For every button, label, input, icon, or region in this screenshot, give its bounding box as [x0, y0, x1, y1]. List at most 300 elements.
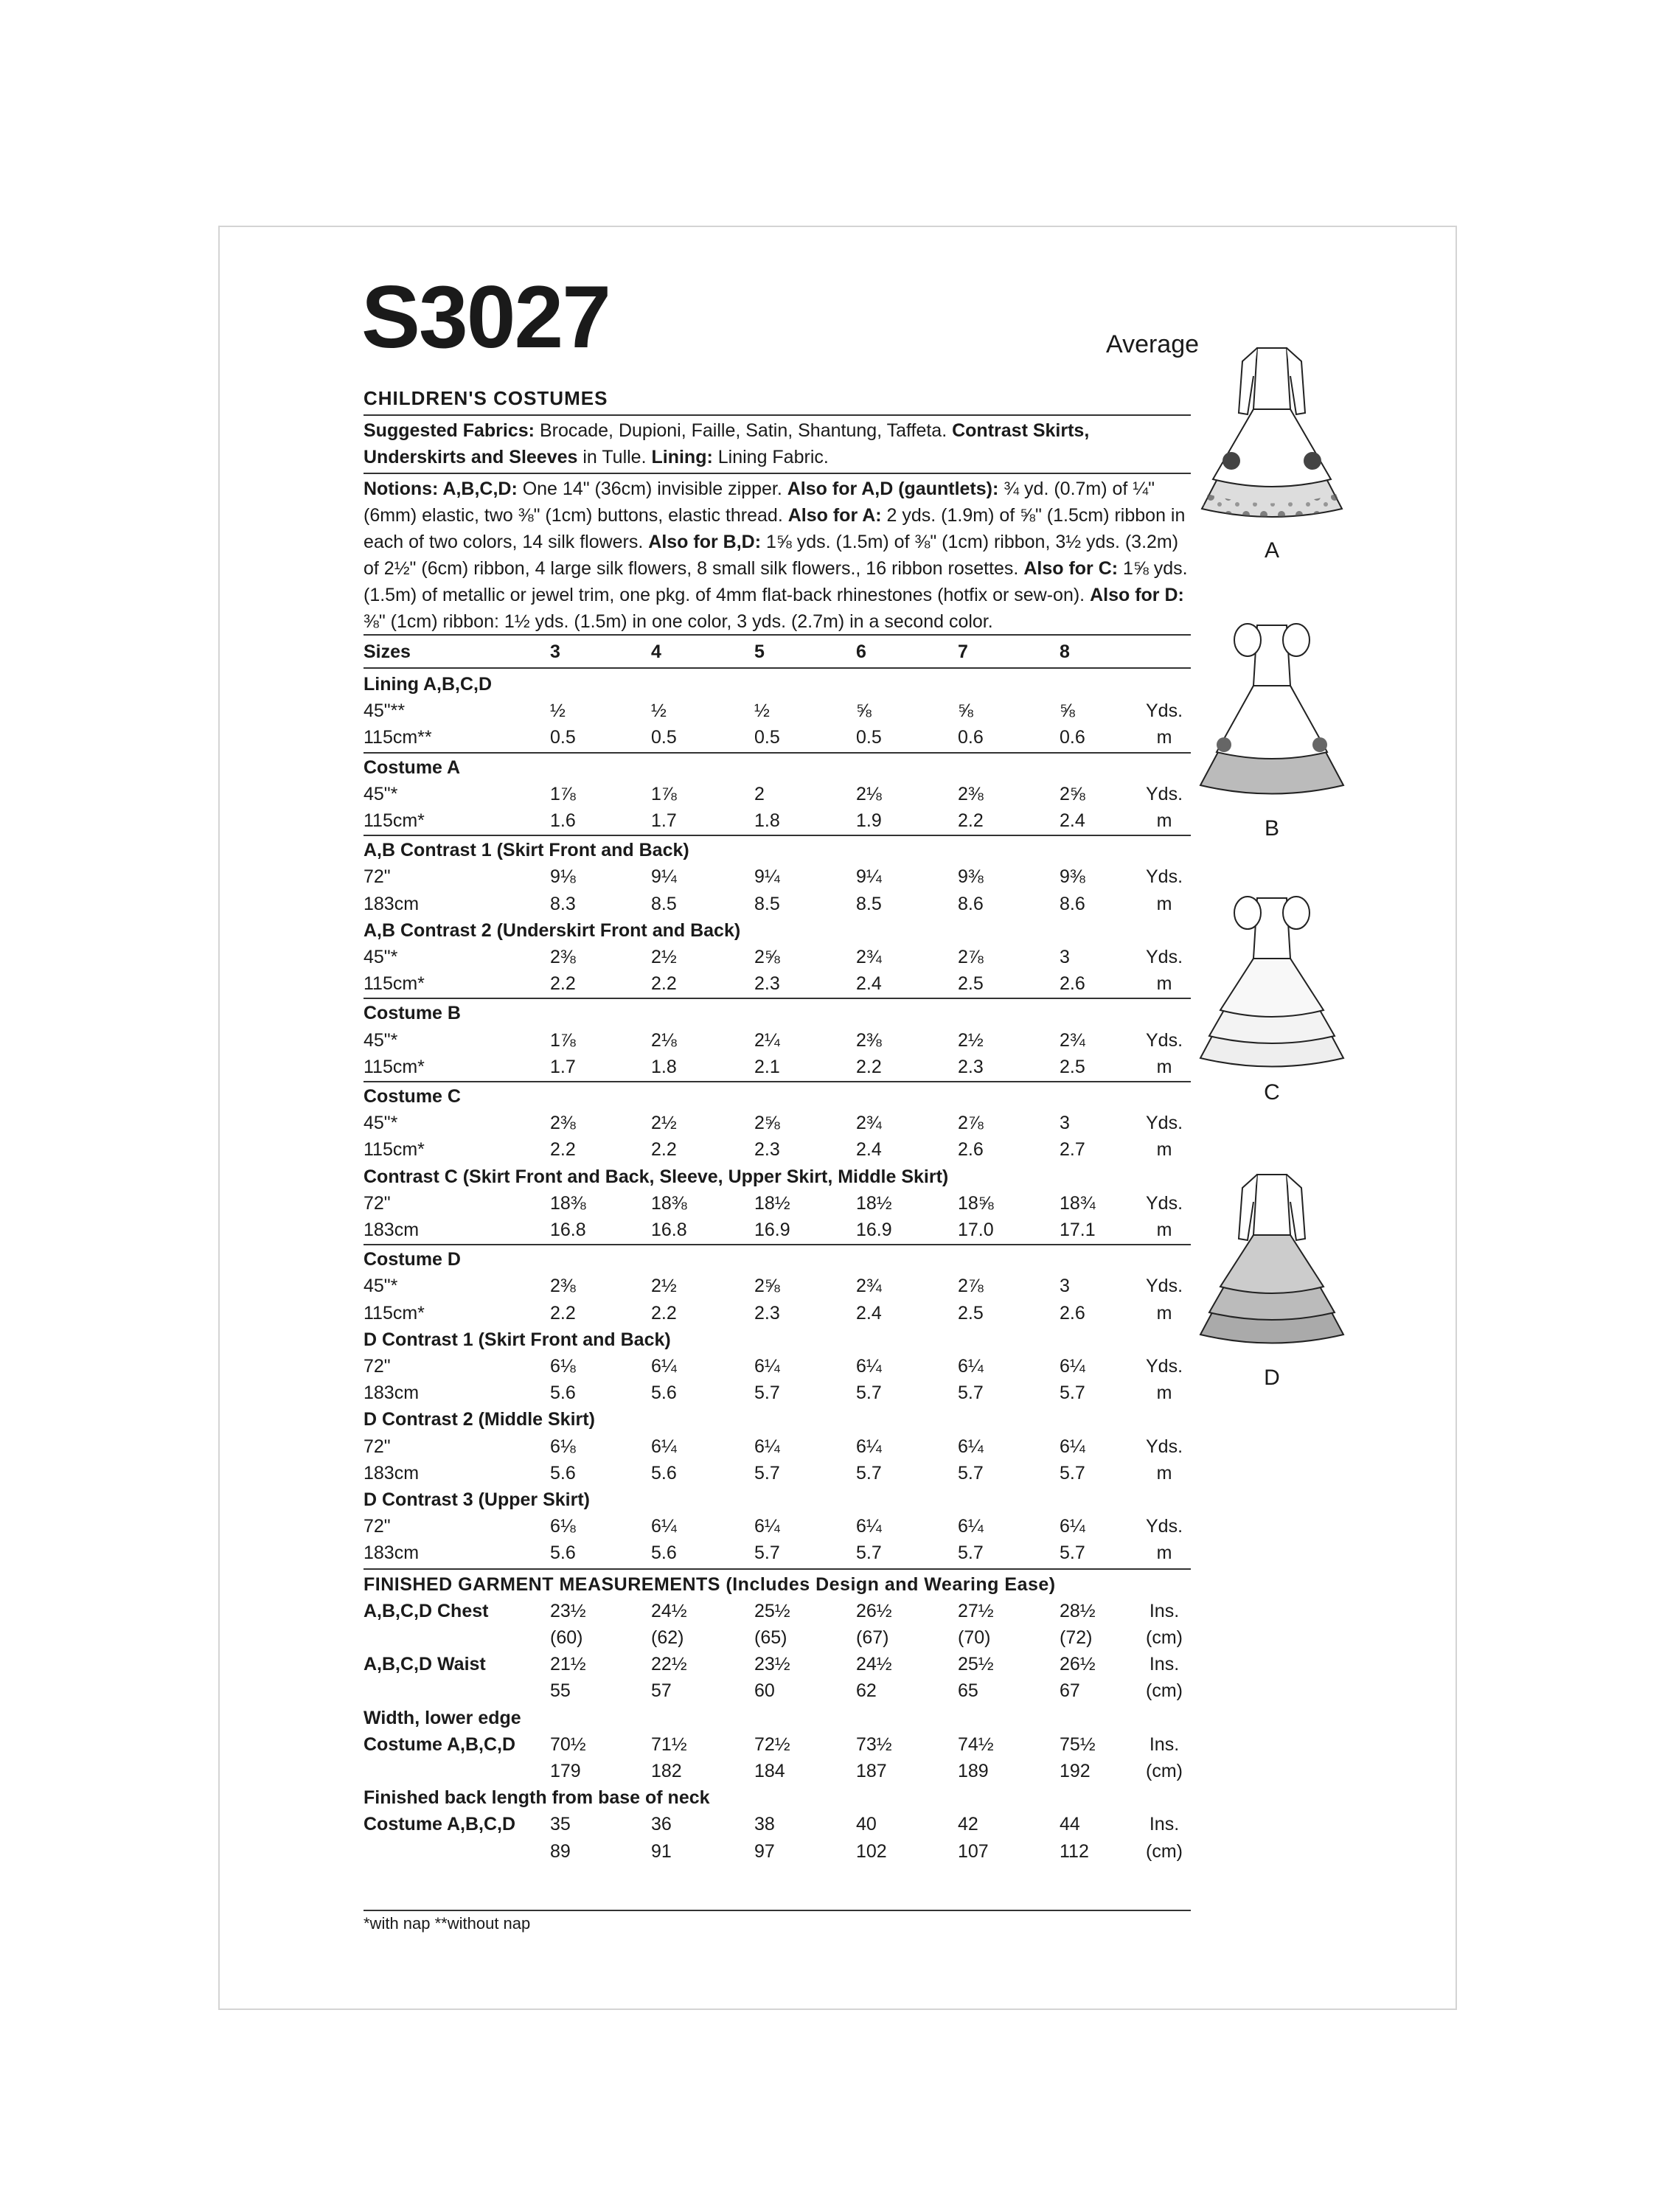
divider: [364, 835, 1191, 836]
measurement-row: [364, 1811, 1191, 1837]
group-heading-text: A,B Contrast 1 (Skirt Front and Back): [364, 840, 689, 861]
measurement-label: Finished back length from base of neck: [364, 1787, 710, 1809]
measurement-value: (67): [856, 1627, 889, 1648]
yardage-value: 1.7: [651, 810, 677, 831]
notions-paragraph: [364, 476, 1191, 635]
yardage-value: 5.6: [651, 1543, 677, 1564]
yardage-value: 2.6: [958, 1139, 984, 1161]
fabric-width-label: 72": [364, 1436, 391, 1457]
yardage-row: [364, 1217, 1191, 1243]
measurement-value: 38: [754, 1814, 775, 1835]
size-value: 3: [550, 641, 560, 662]
fabric-width-label: 115cm*: [364, 1139, 425, 1161]
yardage-value: 2.3: [754, 973, 780, 995]
measurement-value: 112: [1060, 1840, 1089, 1862]
yardage-value: 9⅜: [958, 866, 984, 888]
yardage-value: 18⅜: [550, 1192, 586, 1214]
contrast-label: Contrast Skirts, Underskirts and Sleeves: [364, 420, 1090, 467]
yardage-value: 2.2: [651, 973, 677, 995]
measurement-value: 36: [651, 1814, 672, 1835]
yardage-value: 6⅛: [550, 1356, 576, 1377]
fabric-width-label: 183cm: [364, 1220, 420, 1240]
notions-text: One 14" (36cm) invisible zipper.: [517, 479, 787, 499]
fabric-width-label: 45"*: [364, 947, 398, 967]
yardage-value: 6¼: [958, 1356, 984, 1377]
yardage-group-heading: [364, 754, 1191, 781]
yardage-value: 3: [1060, 1276, 1070, 1297]
measurement-value: 97: [754, 1840, 775, 1862]
yardage-value: 5.7: [754, 1543, 780, 1564]
yardage-value: 0.5: [651, 727, 677, 748]
yardage-value: 17.1: [1060, 1220, 1096, 1240]
yardage-value: 8.5: [651, 893, 677, 914]
yardage-value: 2½: [651, 947, 677, 967]
fabric-width-label: 72": [364, 1192, 391, 1214]
yardage-value: ⅝: [958, 700, 973, 722]
measurement-value: 55: [550, 1680, 571, 1702]
notions-text: 1⅝ yds. (1.5m) of ⅜" (1cm) ribbon, 3½ yds. (3.2m) of 2½" (6cm) ribbon, 4 large silk flowers, 8 small silk flowers., 16 ribbon rosettes.: [364, 532, 1179, 579]
size-value: 8: [1060, 641, 1070, 662]
yardage-value: 2.3: [958, 1056, 984, 1077]
yardage-group-heading: [364, 1164, 1191, 1190]
unit-label: Yds.: [1145, 1276, 1183, 1297]
yardage-value: 6¼: [856, 1516, 882, 1537]
yardage-value: 2.7: [1060, 1139, 1085, 1161]
unit-label: Yds.: [1145, 1113, 1183, 1134]
size-value: 6: [856, 641, 866, 662]
yardage-row: [364, 781, 1191, 807]
yardage-value: 0.5: [550, 727, 576, 748]
yardage-value: 2⅝: [754, 947, 780, 967]
sizes-row: [364, 639, 1191, 665]
yardage-row: [364, 1460, 1191, 1486]
yardage-value: 1⅞: [550, 1029, 576, 1051]
measurement-value: 44: [1060, 1814, 1080, 1835]
fabric-width-label: 183cm: [364, 1462, 420, 1484]
group-heading-text: Contrast C (Skirt Front and Back, Sleeve, Upper Skirt, Middle Skirt): [364, 1166, 949, 1187]
yardage-group-heading: [364, 1246, 1191, 1273]
yardage-value: 2.2: [651, 1302, 677, 1324]
measurement-value: 67: [1060, 1680, 1080, 1702]
yardage-value: 1⅞: [550, 783, 576, 804]
measurement-value: 60: [754, 1680, 775, 1702]
yardage-value: 2: [754, 783, 765, 804]
measurement-value: 184: [754, 1761, 785, 1781]
measurement-row: [364, 1677, 1191, 1704]
yardage-value: 2.2: [856, 1056, 882, 1077]
divider: [364, 1081, 1191, 1082]
unit-label: (cm): [1146, 1680, 1183, 1702]
yardage-value: 18½: [754, 1192, 790, 1214]
yardage-value: 9¼: [754, 866, 780, 888]
yardage-value: 6⅛: [550, 1516, 576, 1537]
fabric-width-label: 45"**: [364, 700, 406, 722]
yardage-value: ½: [754, 700, 770, 722]
measurement-label: Costume A,B,C,D: [364, 1814, 516, 1835]
unit-label: m: [1156, 1462, 1172, 1484]
yardage-value: 8.5: [754, 893, 780, 914]
notions-text: ⅜" (1cm) ribbon: 1½ yds. (1.5m) in one color, 3 yds. (2.7m) in a second color.: [364, 611, 993, 632]
measurement-value: 24½: [856, 1654, 892, 1675]
yardage-value: 9⅛: [550, 866, 576, 888]
gown-a-illustration: [1187, 332, 1357, 524]
unit-label: m: [1156, 727, 1172, 748]
unit-label: Yds.: [1145, 700, 1183, 722]
yardage-value: 9¼: [651, 866, 677, 888]
yardage-value: 5.7: [856, 1462, 882, 1484]
yardage-value: 5.7: [754, 1382, 780, 1404]
yardage-group-heading: [364, 917, 1191, 944]
measurement-value: 28½: [1060, 1600, 1096, 1621]
yardage-value: 2.1: [754, 1056, 780, 1077]
measurement-value: 192: [1060, 1761, 1091, 1781]
yardage-value: 6¼: [651, 1436, 677, 1457]
pattern-number: S3027: [361, 268, 610, 366]
yardage-value: 2⅜: [958, 783, 984, 804]
measurements-note: (Includes Design and Wearing Ease): [720, 1573, 1056, 1595]
measurement-value: 189: [958, 1761, 989, 1781]
yardage-value: 2⅛: [856, 783, 882, 804]
measurement-value: 182: [651, 1761, 682, 1781]
fabric-width-label: 45"*: [364, 1029, 398, 1051]
measurements-heading-text: [364, 1571, 1056, 1598]
unit-label: Ins.: [1149, 1814, 1180, 1835]
yardage-value: 2.6: [1060, 973, 1085, 995]
measurement-value: 26½: [1060, 1654, 1096, 1675]
yardage-value: 5.6: [550, 1462, 576, 1484]
yardage-value: 2¾: [1060, 1029, 1085, 1051]
unit-label: Yds.: [1145, 783, 1183, 804]
measurement-value: 72½: [754, 1733, 790, 1755]
fabric-width-label: 72": [364, 1356, 391, 1377]
yardage-value: 2.4: [856, 973, 882, 995]
yardage-value: 2⅝: [1060, 783, 1085, 804]
yardage-value: ⅝: [856, 700, 872, 722]
divider: [364, 1910, 1191, 1911]
yardage-value: 8.3: [550, 893, 576, 914]
measurement-value: 91: [651, 1840, 672, 1862]
measurement-label: A,B,C,D Waist: [364, 1654, 486, 1675]
measurement-value: 62: [856, 1680, 877, 1702]
yardage-value: 16.9: [754, 1220, 790, 1240]
yardage-value: 6¼: [754, 1436, 780, 1457]
yardage-row: [364, 1300, 1191, 1326]
yardage-value: 18⅝: [958, 1192, 994, 1214]
measurement-row: [364, 1651, 1191, 1677]
yardage-group-heading: [364, 1000, 1191, 1026]
measurement-value: (60): [550, 1627, 583, 1648]
measurement-value: 71½: [651, 1733, 687, 1755]
measurement-value: 23½: [550, 1600, 586, 1621]
yardage-row: [364, 724, 1191, 751]
yardage-group-heading: [364, 837, 1191, 863]
yardage-value: 18½: [856, 1192, 892, 1214]
yardage-row: [364, 1273, 1191, 1299]
yardage-group-heading: [364, 671, 1191, 698]
yardage-row: [364, 698, 1191, 724]
yardage-value: 1.8: [754, 810, 780, 831]
divider: [364, 473, 1191, 474]
yardage-value: 2½: [651, 1276, 677, 1297]
size-value: 5: [754, 641, 765, 662]
yardage-value: 6¼: [651, 1356, 677, 1377]
fabric-width-label: 183cm: [364, 1382, 420, 1404]
measurement-value: 70½: [550, 1733, 586, 1755]
yardage-value: 2¾: [856, 947, 882, 967]
contrast-text: in Tulle.: [577, 447, 652, 467]
measurement-value: 25½: [958, 1654, 994, 1675]
view-letter: D: [1264, 1366, 1280, 1390]
yardage-row: [364, 1353, 1191, 1380]
notions-bd-label: Also for B,D:: [648, 532, 762, 552]
yardage-row: [364, 1513, 1191, 1540]
divider: [364, 998, 1191, 999]
yardage-value: 0.5: [754, 727, 780, 748]
unit-label: Yds.: [1145, 1356, 1183, 1377]
yardage-value: 5.6: [550, 1543, 576, 1564]
measurement-value: (62): [651, 1627, 684, 1648]
measurement-value: (72): [1060, 1627, 1093, 1648]
yardage-value: 1.8: [651, 1056, 677, 1077]
yardage-value: 1.9: [856, 810, 882, 831]
sizes-label: Sizes: [364, 641, 411, 662]
yardage-value: 3: [1060, 1113, 1070, 1134]
lining-label: Lining:: [651, 447, 713, 467]
yardage-row: [364, 1136, 1191, 1163]
measurement-value: (65): [754, 1627, 787, 1648]
notions-text: 2 yds. (1.9m) of ⅝" (1.5cm) ribbon in each of two colors, 14 silk flowers.: [364, 505, 1186, 552]
fabric-width-label: 115cm*: [364, 810, 425, 831]
yardage-value: ½: [651, 700, 667, 722]
yardage-value: 6¼: [856, 1436, 882, 1457]
yardage-value: 8.6: [1060, 893, 1085, 914]
group-heading-text: D Contrast 1 (Skirt Front and Back): [364, 1329, 671, 1350]
yardage-value: 5.7: [856, 1543, 882, 1564]
notions-text: 1⅝ yds. (1.5m) of metallic or jewel trim, one pkg. of 4mm flat-back rhinestones (hotfix or sew-on).: [364, 558, 1188, 605]
yardage-value: 17.0: [958, 1220, 994, 1240]
fabric-width-label: 115cm*: [364, 973, 425, 995]
group-heading-text: A,B Contrast 2 (Underskirt Front and Back): [364, 919, 741, 941]
yardage-value: 2.2: [651, 1139, 677, 1161]
yardage-value: 2¼: [754, 1029, 780, 1051]
measurement-value: 40: [856, 1814, 877, 1835]
unit-label: Yds.: [1145, 1516, 1183, 1537]
measurement-value: 74½: [958, 1733, 994, 1755]
yardage-value: 2⅛: [651, 1029, 677, 1051]
measurement-value: 75½: [1060, 1733, 1096, 1755]
view-letter: A: [1264, 538, 1279, 563]
yardage-value: 5.6: [651, 1382, 677, 1404]
fabric-width-label: 45"*: [364, 1113, 398, 1134]
yardage-value: 2.5: [958, 1302, 984, 1324]
measurement-value: 107: [958, 1840, 989, 1862]
notions-c-label: Also for C:: [1023, 558, 1119, 579]
yardage-value: 2.2: [958, 810, 984, 831]
yardage-value: 6¼: [856, 1356, 882, 1377]
unit-label: Ins.: [1149, 1733, 1180, 1755]
fabric-width-label: 72": [364, 1516, 391, 1537]
lining-text: Lining Fabric.: [712, 447, 829, 467]
yardage-group-heading: [364, 1083, 1191, 1110]
yardage-value: 5.7: [1060, 1382, 1085, 1404]
measurement-value: 57: [651, 1680, 672, 1702]
measurement-value: 21½: [550, 1654, 586, 1675]
unit-label: m: [1156, 893, 1172, 914]
measurement-value: 42: [958, 1814, 978, 1835]
measurement-value: 73½: [856, 1733, 892, 1755]
measurement-value: 179: [550, 1761, 581, 1781]
yardage-value: 2⅜: [550, 947, 576, 967]
gown-b-illustration: [1187, 612, 1357, 804]
yardage-value: 6¼: [754, 1356, 780, 1377]
yardage-value: 8.5: [856, 893, 882, 914]
yardage-value: 2⅝: [754, 1113, 780, 1134]
measurement-value: 26½: [856, 1600, 892, 1621]
unit-label: m: [1156, 1543, 1172, 1564]
fit-label: Average: [1106, 330, 1200, 358]
measurement-row: [364, 1784, 1191, 1811]
group-heading-text: Lining A,B,C,D: [364, 674, 493, 695]
yardage-value: 6⅛: [550, 1436, 576, 1457]
yardage-value: ½: [550, 700, 566, 722]
yardage-value: 2.5: [958, 973, 984, 995]
measurement-row: [364, 1705, 1191, 1731]
measurement-value: (70): [958, 1627, 991, 1648]
fabrics-label: Suggested Fabrics:: [364, 420, 535, 441]
yardage-value: 9⅜: [1060, 866, 1085, 888]
measurements-title: FINISHED GARMENT MEASUREMENTS: [364, 1573, 720, 1595]
divider: [364, 414, 1191, 416]
yardage-value: 2.2: [550, 1302, 576, 1324]
yardage-row: [364, 1054, 1191, 1080]
view-letter: B: [1264, 816, 1279, 841]
yardage-value: 1⅞: [651, 783, 677, 804]
yardage-value: 0.6: [1060, 727, 1085, 748]
group-heading-text: Costume C: [364, 1086, 461, 1107]
group-heading-text: D Contrast 3 (Upper Skirt): [364, 1489, 590, 1510]
yardage-value: 9¼: [856, 866, 882, 888]
yardage-row: [364, 1433, 1191, 1460]
measurement-value: 22½: [651, 1654, 687, 1675]
unit-label: Yds.: [1145, 947, 1183, 967]
unit-label: m: [1156, 810, 1172, 831]
yardage-value: 2⅜: [550, 1276, 576, 1297]
yardage-value: 6¼: [958, 1516, 984, 1537]
unit-label: m: [1156, 1139, 1172, 1161]
yardage-value: 2.3: [754, 1139, 780, 1161]
gown-d-illustration: [1187, 1161, 1357, 1353]
yardage-value: 5.7: [958, 1543, 984, 1564]
yardage-value: 5.6: [550, 1382, 576, 1404]
measurement-value: 23½: [754, 1654, 790, 1675]
yardage-value: 2.2: [550, 1139, 576, 1161]
measurement-row: [364, 1731, 1191, 1758]
yardage-value: 18⅜: [651, 1192, 687, 1214]
yardage-value: 1.7: [550, 1056, 576, 1077]
yardage-value: 2.3: [754, 1302, 780, 1324]
unit-label: Yds.: [1145, 866, 1183, 888]
unit-label: Yds.: [1145, 1029, 1183, 1051]
yardage-value: 2⅜: [550, 1113, 576, 1134]
yardage-row: [364, 863, 1191, 890]
yardage-row: [364, 944, 1191, 970]
fabric-width-label: 72": [364, 866, 391, 888]
fabric-width-label: 45"*: [364, 1276, 398, 1297]
yardage-group-heading: [364, 1406, 1191, 1433]
yardage-value: 1.6: [550, 810, 576, 831]
yardage-value: 5.7: [1060, 1543, 1085, 1564]
unit-label: m: [1156, 1220, 1172, 1240]
yardage-value: 5.6: [651, 1462, 677, 1484]
unit-label: (cm): [1146, 1627, 1183, 1648]
measurement-value: 65: [958, 1680, 978, 1702]
yardage-value: 2⅞: [958, 1113, 984, 1134]
unit-label: m: [1156, 1382, 1172, 1404]
yardage-value: 2⅞: [958, 1276, 984, 1297]
fabrics-paragraph: [364, 417, 1191, 470]
yardage-value: 2½: [651, 1113, 677, 1134]
measurement-label: A,B,C,D Chest: [364, 1600, 489, 1621]
measurement-value: 89: [550, 1840, 571, 1862]
yardage-value: 18¾: [1060, 1192, 1096, 1214]
yardage-value: 5.7: [958, 1382, 984, 1404]
yardage-value: 6¼: [651, 1516, 677, 1537]
group-heading-text: Costume B: [364, 1003, 461, 1024]
notions-d-label: Also for D:: [1090, 585, 1184, 605]
yardage-value: 2⅜: [856, 1029, 882, 1051]
yardage-row: [364, 1380, 1191, 1406]
yardage-value: 0.6: [958, 727, 984, 748]
measurement-row: [364, 1624, 1191, 1651]
size-value: 7: [958, 641, 968, 662]
yardage-value: 2½: [958, 1029, 984, 1051]
divider: [364, 1568, 1191, 1570]
measurement-value: 102: [856, 1840, 887, 1862]
unit-label: Ins.: [1149, 1600, 1180, 1621]
measurement-row: [364, 1838, 1191, 1865]
divider: [364, 667, 1191, 669]
measurement-row: [364, 1758, 1191, 1784]
yardage-value: 2⅞: [958, 947, 984, 967]
yardage-value: 5.7: [754, 1462, 780, 1484]
yardage-row: [364, 970, 1191, 997]
measurement-row: [364, 1598, 1191, 1624]
yardage-value: 5.7: [958, 1462, 984, 1484]
fabrics-text: Brocade, Dupioni, Faille, Satin, Shantung, Taffeta.: [535, 420, 953, 441]
yardage-value: 16.8: [651, 1220, 687, 1240]
measurement-value: 27½: [958, 1600, 994, 1621]
yardage-group-heading: [364, 1326, 1191, 1353]
yardage-value: 2.6: [1060, 1302, 1085, 1324]
yardage-row: [364, 1110, 1191, 1136]
unit-label: m: [1156, 1302, 1172, 1324]
divider: [364, 752, 1191, 754]
yardage-value: 2.4: [1060, 810, 1085, 831]
yardage-row: [364, 1027, 1191, 1054]
yardage-value: 6¼: [1060, 1436, 1085, 1457]
group-heading-text: Costume D: [364, 1249, 461, 1270]
unit-label: Yds.: [1145, 1192, 1183, 1214]
fabric-width-label: 45"*: [364, 783, 398, 804]
yardage-group-heading: [364, 1486, 1191, 1513]
measurement-value: 35: [550, 1814, 571, 1835]
yardage-value: 0.5: [856, 727, 882, 748]
unit-label: m: [1156, 1056, 1172, 1077]
yardage-value: 6¼: [754, 1516, 780, 1537]
yardage-value: 2⅝: [754, 1276, 780, 1297]
yardage-row: [364, 1190, 1191, 1217]
size-value: 4: [651, 641, 661, 662]
